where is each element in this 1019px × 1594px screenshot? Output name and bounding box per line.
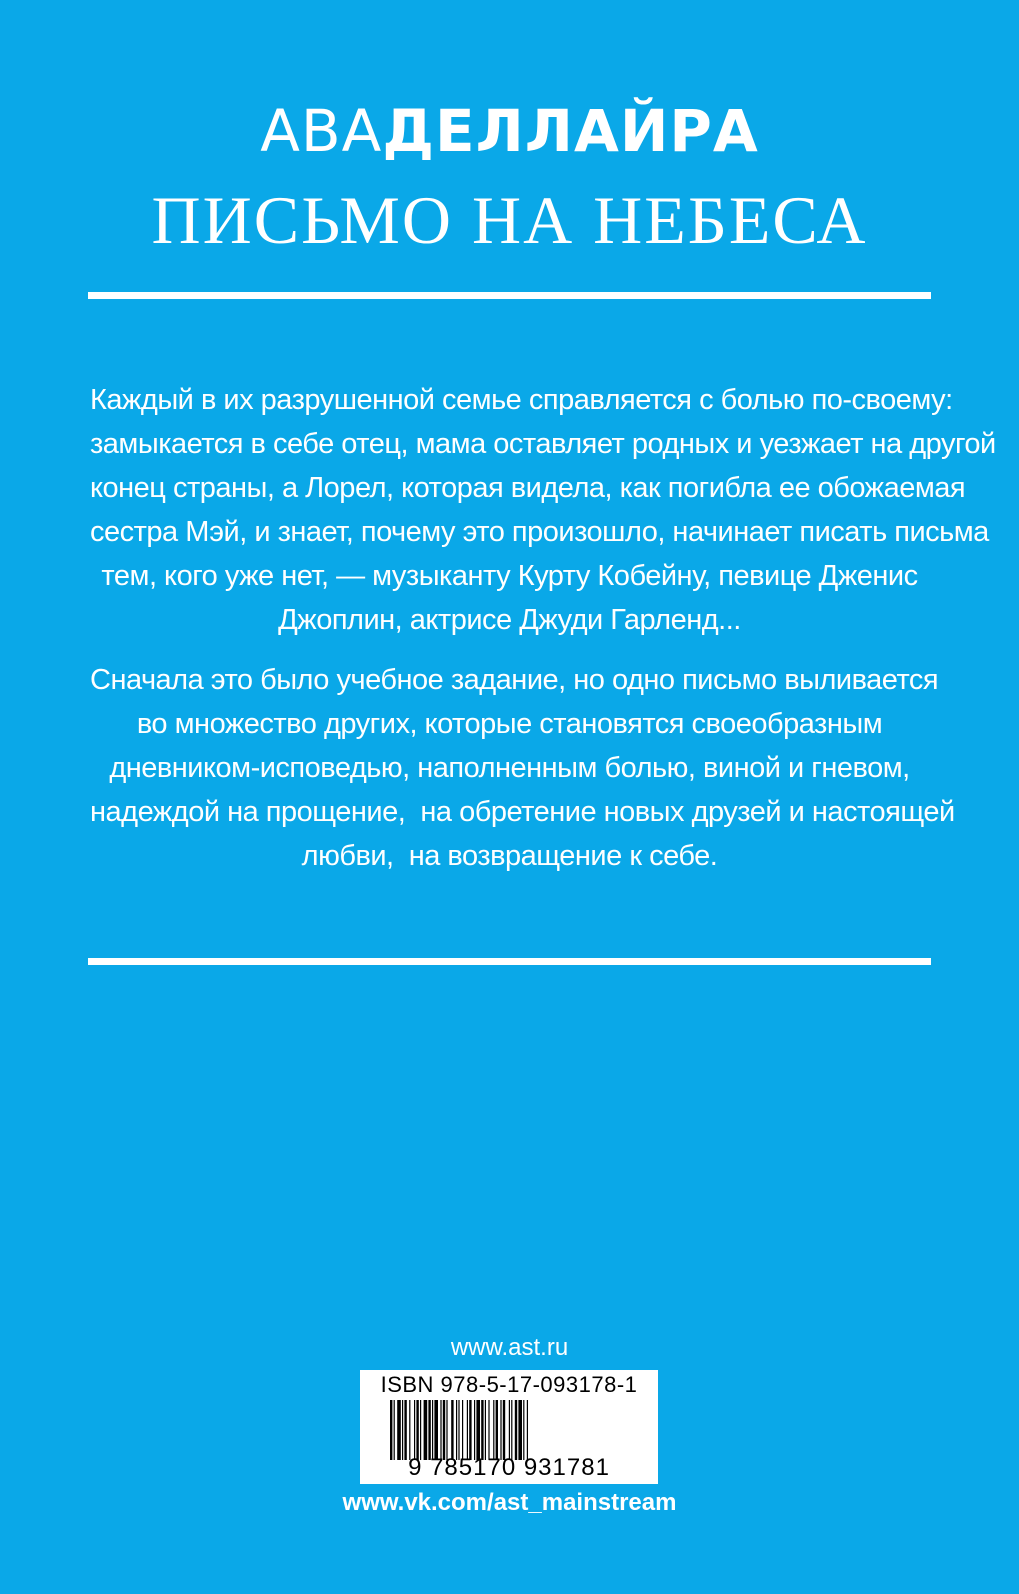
barcode-bar: [500, 1400, 501, 1460]
isbn-number: ISBN 978-5-17-093178-1: [380, 1372, 638, 1397]
barcode-bar: [390, 1400, 392, 1460]
blurb-line: надеждой на прощение, на обретение новых друзей и настоящей: [90, 796, 955, 828]
barcode-digits: 9 785170 931781: [408, 1454, 610, 1481]
barcode-bar: [481, 1400, 483, 1460]
barcode-bar: [518, 1400, 522, 1460]
blurb-paragraph-1: [90, 378, 996, 642]
blurb-line: Сначала это было учебное задание, но одно письмо выливается: [90, 664, 939, 696]
bottom-divider: [88, 958, 931, 965]
barcode-bar: [462, 1400, 463, 1460]
barcode-bar: [476, 1400, 480, 1460]
barcode-bar: [503, 1400, 505, 1460]
blurb-line: Джоплин, актрисе Джуди Гарленд...: [278, 604, 741, 636]
barcode-bar: [456, 1400, 457, 1460]
isbn-barcode: [360, 1370, 658, 1484]
barcode-bar: [443, 1400, 445, 1460]
barcode-bar: [523, 1400, 524, 1460]
barcode-bar: [440, 1400, 441, 1460]
blurb-line: конец страны, а Лорел, которая видела, как погибла ее обожаемая: [90, 472, 966, 504]
barcode-bar: [493, 1400, 494, 1460]
barcode-bar: [446, 1400, 447, 1460]
author-first-name: АВА: [260, 97, 383, 165]
blurb-line: тем, кого уже нет, — музыканту Курту Кобейну, певице Дженис: [101, 560, 918, 592]
barcode-bar: [469, 1400, 471, 1460]
blurb-line: Каждый в их разрушенной семье справляется с болью по-своему:: [90, 384, 953, 416]
barcode-bars: [390, 1400, 628, 1460]
publisher-website: www.ast.ru: [450, 1334, 569, 1361]
blurb-line: замыкается в себе отец, мама оставляет родных и уезжает на другой: [90, 428, 996, 460]
barcode-bar: [414, 1400, 415, 1460]
barcode-bar: [416, 1400, 418, 1460]
vk-link: www.vk.com/ast_mainstream: [342, 1489, 677, 1516]
barcode-bar: [404, 1400, 406, 1460]
barcode-bar: [402, 1400, 403, 1460]
blurb-paragraph-2: [90, 658, 955, 878]
barcode-bar: [467, 1400, 468, 1460]
barcode-bar: [511, 1400, 512, 1460]
author-last-name: ДЕЛЛАЙРА: [382, 97, 759, 165]
barcode-bar: [451, 1400, 453, 1460]
barcode-bar: [428, 1400, 430, 1460]
barcode-bar: [397, 1400, 401, 1460]
barcode-bar: [527, 1400, 528, 1460]
barcode-bar: [485, 1400, 486, 1460]
blurb-line: сестра Мэй, и знает, почему это произошло, начинает писать письма: [90, 516, 989, 548]
barcode-bar: [409, 1400, 410, 1460]
blurb-line: дневником-исповедью, наполненным болью, виной и гневом,: [109, 752, 910, 784]
top-divider: [88, 292, 931, 299]
blurb-line: любви, на возвращение к себе.: [301, 840, 718, 872]
author-name: [0, 96, 1019, 167]
barcode-bar: [394, 1400, 395, 1460]
barcode-bar: [515, 1400, 517, 1460]
barcode-bar: [488, 1400, 489, 1460]
barcode-bar: [434, 1400, 438, 1460]
blurb-line: во множество других, которые становятся своеобразным: [136, 708, 883, 740]
barcode-bar: [432, 1400, 433, 1460]
barcode-bar: [424, 1400, 428, 1460]
barcode-bar: [420, 1400, 421, 1460]
barcode-bar: [509, 1400, 510, 1460]
barcode-bar: [474, 1400, 475, 1460]
book-title: ПИСЬМО НА НЕБЕСА: [151, 182, 868, 258]
barcode-bar: [496, 1400, 498, 1460]
blurb: [90, 378, 996, 894]
barcode-bar: [458, 1400, 459, 1460]
